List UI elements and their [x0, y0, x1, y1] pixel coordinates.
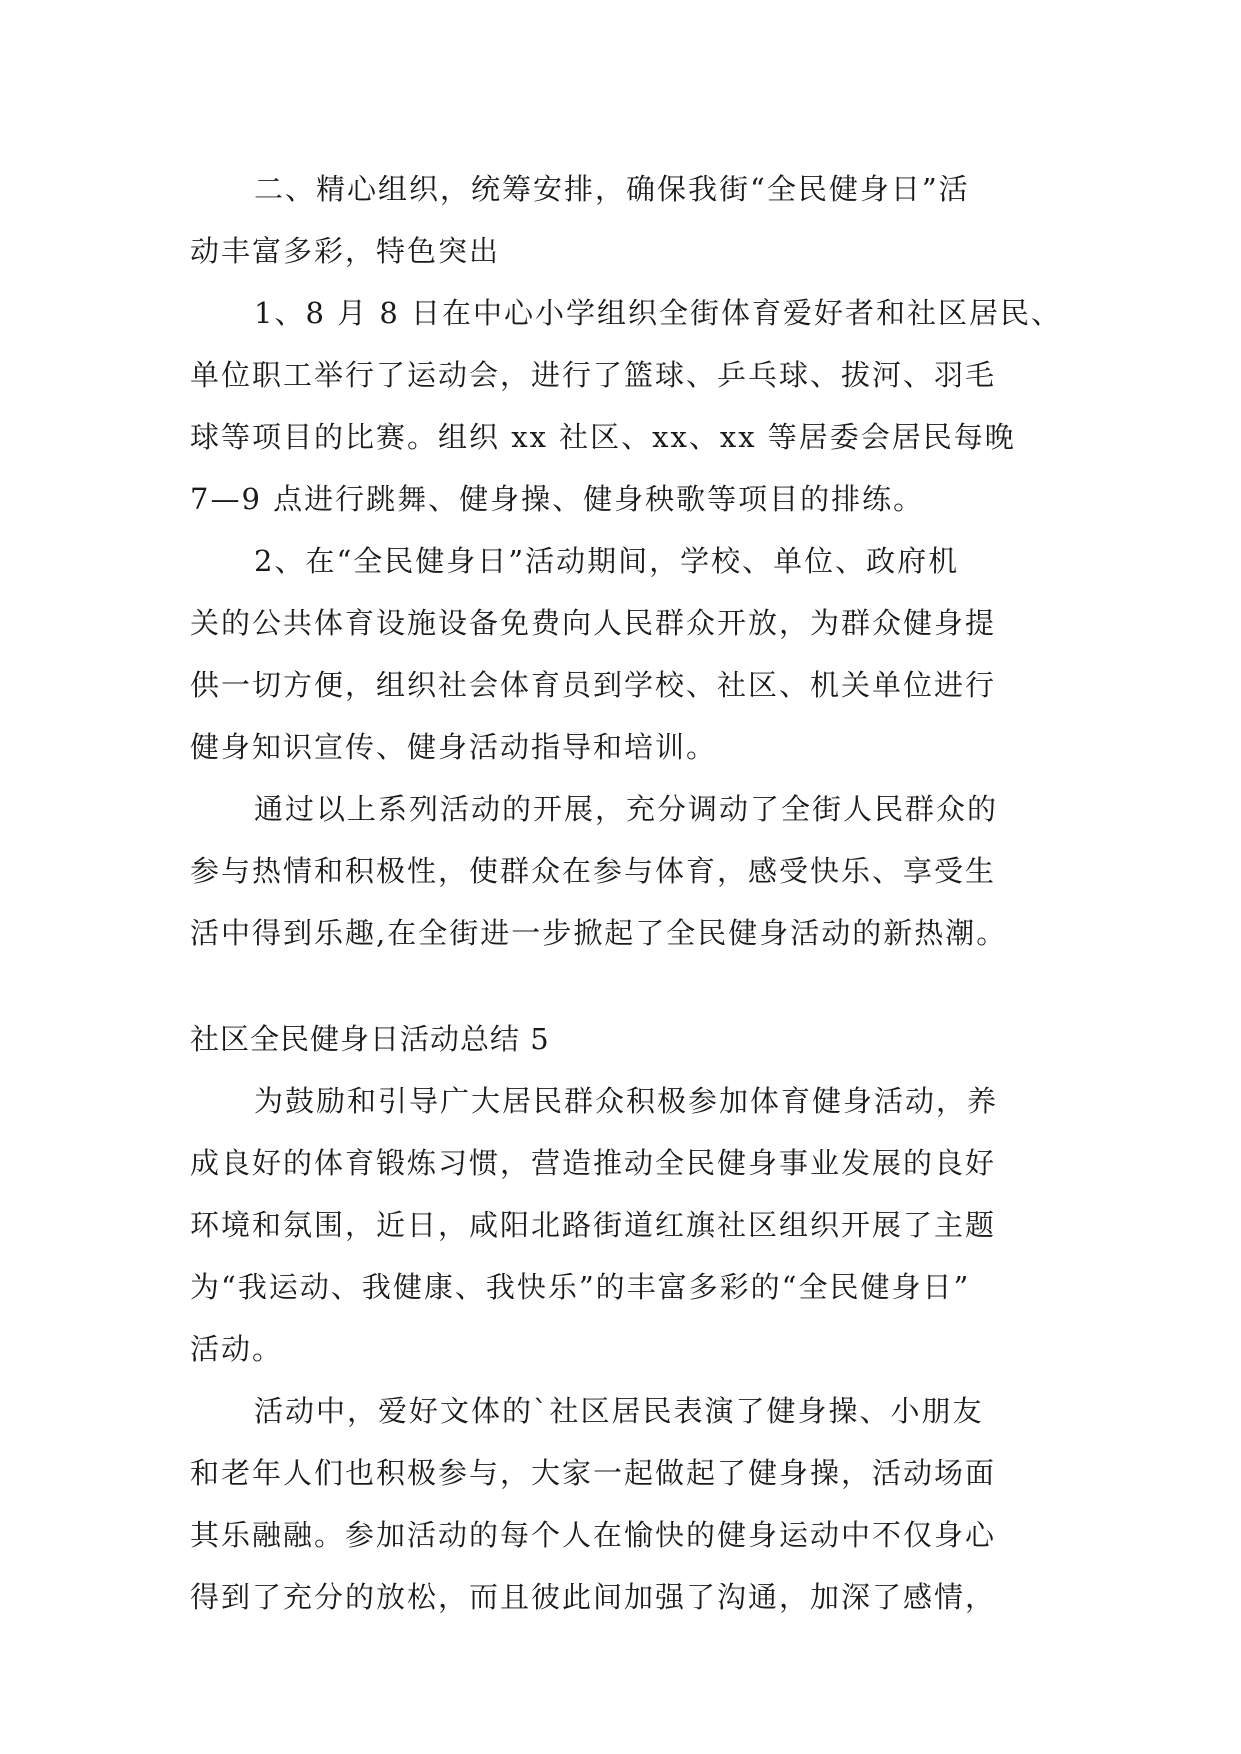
- paragraph: [190, 1070, 1070, 1380]
- paragraph: [190, 282, 1070, 530]
- section-spacer: [190, 964, 1070, 1008]
- text-line: 活中得到乐趣,在全街进一步掀起了全民健身活动的新热潮。: [190, 916, 1008, 950]
- text-line: 7—9 点进行跳舞、健身操、健身秧歌等项目的排练。: [190, 482, 925, 516]
- section-title: 社区全民健身日活动总结 5: [190, 1022, 550, 1056]
- paragraph: [190, 530, 1070, 778]
- text-line: 活动中，爱好文体的`社区居民表演了健身操、小朋友: [254, 1394, 984, 1428]
- text-line: 和老年人们也积极参与，大家一起做起了健身操，活动场面: [190, 1456, 997, 1490]
- text-line: 环境和氛围，近日，咸阳北路街道红旗社区组织开展了主题: [190, 1208, 997, 1242]
- text-line: 1、8 月 8 日在中心小学组织全街体育爱好者和社区居民、: [254, 296, 1063, 330]
- text-line: 动丰富多彩，特色突出: [190, 234, 501, 268]
- paragraph: [190, 778, 1070, 964]
- text-line: 2、在“全民健身日”活动期间，学校、单位、政府机: [254, 544, 960, 578]
- text-line: 得到了充分的放松，而且彼此间加强了沟通，加深了感情，: [190, 1580, 997, 1614]
- text-line: 二、精心组织，统筹安排，确保我街“全民健身日”活: [254, 172, 970, 206]
- text-line: 通过以上系列活动的开展，充分调动了全街人民群众的: [254, 792, 999, 826]
- text-line: 其乐融融。参加活动的每个人在愉快的健身运动中不仅身心: [190, 1518, 997, 1552]
- text-line: 成良好的体育锻炼习惯，营造推动全民健身事业发展的良好: [190, 1146, 997, 1180]
- text-line: 参与热情和积极性，使群众在参与体育，感受快乐、享受生: [190, 854, 997, 888]
- text-line: 为鼓励和引导广大居民群众积极参加体育健身活动，养: [254, 1084, 999, 1118]
- text-line: 为“我运动、我健康、我快乐”的丰富多彩的“全民健身日”: [190, 1270, 971, 1304]
- text-line: 活动。: [190, 1332, 284, 1366]
- text-line: 单位职工举行了运动会，进行了篮球、乒乓球、拔河、羽毛: [190, 358, 997, 392]
- text-line: 供一切方便，组织社会体育员到学校、社区、机关单位进行: [190, 668, 997, 702]
- document-body: [190, 158, 1070, 1628]
- section-heading: [190, 158, 1070, 282]
- text-line: 关的公共体育设施设备免费向人民群众开放，为群众健身提: [190, 606, 997, 640]
- text-line: 球等项目的比赛。组织 xx 社区、xx、xx 等居委会居民每晚: [190, 420, 1016, 454]
- paragraph: [190, 1380, 1070, 1628]
- text-line: 健身知识宣传、健身活动指导和培训。: [190, 730, 718, 764]
